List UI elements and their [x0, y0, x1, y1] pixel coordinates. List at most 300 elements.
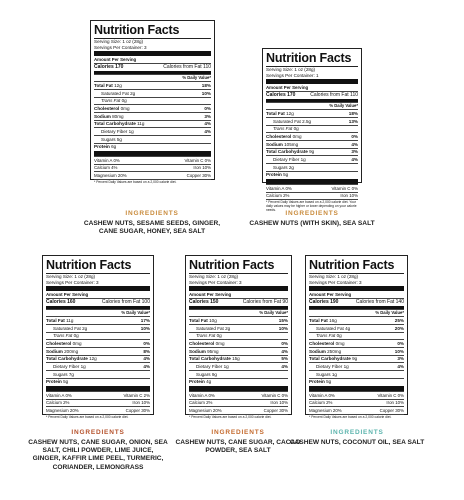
- sodium-row: [94, 112, 211, 120]
- saturated-fat-amount: 2.5g: [302, 118, 312, 124]
- sodium-row: [266, 140, 358, 148]
- total-carbohydrate-row-amount: 15g: [232, 356, 240, 362]
- total-carbohydrate-row-dv: 5%: [281, 356, 288, 362]
- cholesterol-row-left: [309, 341, 345, 346]
- sodium-row-amount: 105mg: [284, 141, 299, 147]
- cholesterol-row-left: [46, 341, 82, 346]
- minerals-row: [309, 399, 404, 406]
- sodium-row-label: Sodium: [309, 348, 326, 354]
- saturated-fat-row: [46, 324, 150, 332]
- cholesterol-row-amount: 0mg: [120, 105, 130, 111]
- daily-value-footnote: * Percent Daily Values are based on a 2,000 calorie diet. Your daily values may be higher or lower depending on your calorie needs.: [266, 200, 357, 213]
- sodium-row-dv: 4%: [351, 141, 358, 147]
- calories: Calories 150: [189, 298, 219, 305]
- saturated-fat-left: [273, 119, 311, 124]
- daily-value-footnote: * Percent Daily Values are based on a 2,000 calorie diet.: [309, 414, 404, 420]
- ingredients-heading: INGREDIENTS: [71, 429, 125, 436]
- protein-row-amount: 6g: [111, 144, 117, 150]
- saturated-fat-dv: 10%: [140, 325, 150, 331]
- total-carbohydrate-row-dv: 3%: [351, 149, 358, 155]
- dietary-fiber-label: Dietary Fiber: [196, 363, 223, 369]
- protein-row: [266, 171, 358, 179]
- sodium-row-dv: 3%: [204, 113, 211, 119]
- copper: Copper 30%: [186, 172, 211, 178]
- servings-per-container: Servings Per Container: 3: [94, 44, 147, 50]
- amount-per-serving: Amount Per Serving: [189, 291, 232, 297]
- nutrition-facts-title: Nutrition Facts: [189, 258, 288, 274]
- daily-value-header-row: [94, 74, 211, 81]
- saturated-fat-row: [266, 117, 358, 125]
- amount-per-serving: Amount Per Serving: [46, 291, 89, 297]
- sodium-row-dv: 8%: [143, 348, 150, 354]
- nutrition-facts-panel: [185, 255, 292, 419]
- saturated-fat-left: [101, 91, 135, 96]
- daily-value-header-row: [266, 102, 358, 109]
- trans-fat-row: [266, 125, 358, 133]
- trans-fat-row: [94, 97, 211, 105]
- nutrition-facts-panel: [42, 255, 154, 419]
- nutrition-facts-panel: [90, 20, 215, 184]
- copper: Copper 30%: [125, 407, 150, 413]
- total-carbohydrate-row-dv: 4%: [204, 121, 211, 127]
- nutrition-facts-title: Nutrition Facts: [266, 51, 358, 67]
- ingredients-heading: INGREDIENTS: [125, 210, 179, 217]
- sodium-row: [309, 347, 404, 355]
- sodium-row-dv: 4%: [281, 348, 288, 354]
- ingredients-list: CASHEW NUTS, SESAME SEEDS, GINGER, CANE SUGAR, HONEY, SEA SALT: [83, 220, 221, 236]
- iron: Iron 10%: [386, 400, 404, 406]
- saturated-fat-dv: 13%: [348, 118, 358, 124]
- minerals-row: [46, 399, 150, 406]
- trans-fat-amount: 0g: [293, 126, 299, 132]
- cholesterol-row-dv: 0%: [281, 340, 288, 346]
- daily-value-header: % Daily Value*: [182, 74, 211, 80]
- cholesterol-row-left: [189, 341, 225, 346]
- serving-size: Serving Size: 1 oz (28g): [94, 39, 144, 45]
- dietary-fiber-left: [196, 364, 229, 369]
- trans-fat-left: [196, 333, 222, 338]
- daily-value-header: % Daily Value*: [375, 309, 404, 315]
- dietary-fiber-row: [46, 362, 150, 370]
- vitamin-c: Vitamin C 0%: [377, 392, 404, 398]
- dietary-fiber-label: Dietary Fiber: [101, 128, 128, 134]
- dietary-fiber-amount: 1g: [343, 363, 349, 369]
- total-fat-row-dv: 18%: [201, 83, 211, 89]
- total-carbohydrate-row-label: Total Carbohydrate: [189, 356, 231, 362]
- protein-row-left: [46, 379, 68, 384]
- copper: Copper 30%: [379, 407, 404, 413]
- saturated-fat-label: Saturated Fat: [316, 325, 344, 331]
- total-carbohydrate-row-dv: 3%: [397, 356, 404, 362]
- calories-row: [266, 91, 358, 99]
- saturated-fat-left: [53, 326, 87, 331]
- sodium-row: [46, 347, 150, 355]
- total-fat-row: [189, 316, 288, 324]
- protein-row-label: Protein: [46, 379, 62, 385]
- total-fat-row-dv: 17%: [140, 318, 150, 324]
- protein-row-amount: 4g: [206, 379, 212, 385]
- protein-row: [94, 143, 211, 151]
- trans-fat-label: Trans Fat: [101, 98, 121, 104]
- protein-row-amount: 5g: [283, 172, 289, 178]
- total-fat-row-amount: 11g: [66, 318, 74, 324]
- dietary-fiber-amount: 1g: [128, 128, 134, 134]
- trans-fat-row: [309, 332, 404, 340]
- sodium-row-left: [309, 349, 341, 354]
- sugars-amount: 2g: [288, 164, 294, 170]
- magnesium: Magnesium 20%: [309, 407, 342, 413]
- dietary-fiber-left: [53, 364, 86, 369]
- sugars-amount: 5g: [116, 136, 122, 142]
- calcium: Calcium 2%: [309, 400, 333, 406]
- dietary-fiber-row: [266, 155, 358, 163]
- total-carbohydrate-row-amount: 9g: [352, 356, 358, 362]
- daily-value-header-row: [46, 309, 150, 316]
- total-fat-row-amount: 10g: [209, 318, 217, 324]
- servings-per-container: Servings Per Container: 3: [46, 279, 99, 285]
- daily-value-header-row: [189, 309, 288, 316]
- saturated-fat-row: [94, 89, 211, 97]
- trans-fat-row: [189, 332, 288, 340]
- ingredients-list: CASHEW NUTS (WITH SKIN), SEA SALT: [249, 220, 375, 227]
- iron: Iron 10%: [340, 193, 358, 199]
- protein-row-label: Protein: [309, 379, 325, 385]
- sodium-row-left: [189, 349, 219, 354]
- vitamin-c: Vitamin C 2%: [123, 392, 150, 398]
- total-fat-row-left: [266, 111, 294, 116]
- total-fat-row-left: [94, 83, 122, 88]
- protein-row-left: [189, 379, 211, 384]
- serving-size: Serving Size: 1 oz (28g): [309, 274, 359, 280]
- sugars-row: [189, 370, 288, 378]
- total-fat-row-dv: 18%: [348, 111, 358, 117]
- trans-fat-label: Trans Fat: [316, 333, 336, 339]
- trans-fat-label: Trans Fat: [53, 333, 73, 339]
- dietary-fiber-dv: 4%: [281, 363, 288, 369]
- cholesterol-row: [94, 104, 211, 112]
- saturated-fat-label: Saturated Fat: [53, 325, 81, 331]
- sugars-row: [309, 370, 404, 378]
- cholesterol-row-label: Cholesterol: [309, 340, 335, 346]
- ingredients-heading: INGREDIENTS: [211, 429, 265, 436]
- vitamins-row: [309, 391, 404, 398]
- total-carbohydrate-row: [94, 120, 211, 128]
- amount-per-serving: Amount Per Serving: [94, 56, 137, 62]
- trace-minerals-row: [309, 406, 404, 413]
- sugars-amount: 9g: [211, 371, 217, 377]
- ingredients-list: CASHEW NUTS, CANE SUGAR, ONION, SEA SALT, CHILI POWDER, LIME JUICE, GINGER, KAFFIR LIME PEEL, TURMERIC, CORIANDER, LEMONGRASS: [28, 439, 168, 471]
- cholesterol-row: [46, 339, 150, 347]
- sugars-row: [46, 370, 150, 378]
- dietary-fiber-left: [316, 364, 349, 369]
- trace-minerals-row: [189, 406, 288, 413]
- daily-value-footnote: * Percent Daily Values are based on a 2,000 calorie diet.: [94, 179, 211, 185]
- sugars-amount: 1g: [331, 371, 337, 377]
- saturated-fat-amount: 2g: [225, 325, 231, 331]
- total-fat-row: [266, 109, 358, 117]
- dietary-fiber-label: Dietary Fiber: [53, 363, 80, 369]
- magnesium: Magnesium 20%: [94, 172, 127, 178]
- sodium-row-label: Sodium: [46, 348, 63, 354]
- calories-from-fat: Calories from Fat 110: [310, 91, 358, 98]
- vitamin-a: Vitamin A 0%: [189, 392, 215, 398]
- sugars-label: Sugars: [196, 371, 211, 377]
- vitamin-a: Vitamin A 0%: [46, 392, 72, 398]
- total-fat-row: [309, 316, 404, 324]
- total-fat-row-label: Total Fat: [46, 318, 65, 324]
- saturated-fat-amount: 4g: [345, 325, 351, 331]
- trans-fat-left: [273, 126, 299, 131]
- calories: Calories 170: [94, 63, 124, 70]
- sodium-row-label: Sodium: [94, 113, 111, 119]
- saturated-fat-label: Saturated Fat: [101, 90, 129, 96]
- cholesterol-row: [266, 132, 358, 140]
- ingredients-list: CASHEW NUTS, COCONUT OIL, SEA SALT: [289, 439, 425, 446]
- sugars-label: Sugars: [316, 371, 331, 377]
- vitamins-row: [189, 391, 288, 398]
- total-fat-row-amount: 16g: [329, 318, 337, 324]
- sugars-label: Sugars: [273, 164, 288, 170]
- dietary-fiber-row: [94, 127, 211, 135]
- cholesterol-row: [189, 339, 288, 347]
- trace-minerals-row: [94, 171, 211, 178]
- dietary-fiber-dv: 4%: [204, 128, 211, 134]
- total-fat-row-label: Total Fat: [189, 318, 208, 324]
- minerals-row: [266, 192, 358, 199]
- sugars-row: [94, 135, 211, 143]
- daily-value-footnote: * Percent Daily Values are based on a 2,000 calorie diet.: [189, 414, 288, 420]
- total-fat-row-label: Total Fat: [266, 111, 285, 117]
- total-carbohydrate-row-label: Total Carbohydrate: [94, 121, 136, 127]
- dietary-fiber-amount: 1g: [80, 363, 86, 369]
- protein-row-left: [266, 172, 288, 177]
- calories-from-fat: Calories from Fat 90: [242, 298, 288, 305]
- cholesterol-row-label: Cholesterol: [266, 133, 292, 139]
- total-carbohydrate-row: [266, 148, 358, 156]
- vitamin-a: Vitamin A 0%: [94, 157, 120, 163]
- saturated-fat-amount: 2g: [130, 90, 136, 96]
- total-fat-row-label: Total Fat: [94, 83, 113, 89]
- total-carbohydrate-row-amount: 12g: [89, 356, 97, 362]
- saturated-fat-dv: 10%: [201, 90, 211, 96]
- trace-minerals-row: [46, 406, 150, 413]
- sugars-left: [273, 165, 294, 170]
- saturated-fat-dv: 20%: [394, 325, 404, 331]
- cholesterol-row-label: Cholesterol: [46, 340, 72, 346]
- minerals-row: [94, 164, 211, 171]
- cholesterol-row-amount: 0mg: [72, 340, 82, 346]
- saturated-fat-row: [309, 324, 404, 332]
- protein-row-left: [309, 379, 331, 384]
- cholesterol-row-amount: 0mg: [335, 340, 345, 346]
- total-fat-row-dv: 25%: [394, 318, 404, 324]
- magnesium: Magnesium 20%: [46, 407, 79, 413]
- dietary-fiber-left: [101, 129, 134, 134]
- cholesterol-row-dv: 0%: [351, 133, 358, 139]
- vitamins-row: [46, 391, 150, 398]
- sodium-row: [189, 347, 288, 355]
- total-fat-row-left: [309, 318, 337, 323]
- dietary-fiber-label: Dietary Fiber: [316, 363, 343, 369]
- serving-size: Serving Size: 1 oz (28g): [46, 274, 96, 280]
- cholesterol-row-label: Cholesterol: [94, 105, 120, 111]
- total-fat-row: [46, 316, 150, 324]
- dietary-fiber-dv: 4%: [351, 156, 358, 162]
- serving-size: Serving Size: 1 oz (28g): [189, 274, 239, 280]
- servings-per-container: Servings Per Container: 3: [309, 279, 362, 285]
- cholesterol-row-amount: 0mg: [215, 340, 225, 346]
- dietary-fiber-amount: 1g: [300, 156, 306, 162]
- dietary-fiber-row: [189, 362, 288, 370]
- calcium: Calcium 2%: [266, 193, 290, 199]
- trans-fat-amount: 0g: [336, 333, 342, 339]
- total-fat-row-label: Total Fat: [309, 318, 328, 324]
- saturated-fat-label: Saturated Fat: [196, 325, 224, 331]
- protein-row-left: [94, 144, 116, 149]
- sodium-row-dv: 10%: [394, 348, 404, 354]
- total-fat-row-left: [189, 318, 217, 323]
- total-carbohydrate-row-left: [266, 149, 314, 154]
- sodium-row-left: [94, 114, 124, 119]
- vitamins-row: [266, 184, 358, 191]
- sugars-amount: 7g: [68, 371, 74, 377]
- calcium: Calcium 4%: [94, 165, 118, 171]
- total-carbohydrate-row-left: [189, 356, 240, 361]
- dietary-fiber-dv: 4%: [397, 363, 404, 369]
- calories-row: [189, 298, 288, 306]
- cholesterol-row-amount: 0mg: [292, 133, 302, 139]
- total-carbohydrate-row-label: Total Carbohydrate: [266, 149, 308, 155]
- sugars-left: [316, 372, 337, 377]
- total-fat-row-amount: 12g: [114, 83, 122, 89]
- minerals-row: [189, 399, 288, 406]
- dietary-fiber-dv: 4%: [143, 363, 150, 369]
- trans-fat-amount: 0g: [73, 333, 79, 339]
- cholesterol-row-left: [266, 134, 302, 139]
- daily-value-header: % Daily Value*: [329, 102, 358, 108]
- trans-fat-left: [53, 333, 79, 338]
- total-fat-row-left: [46, 318, 73, 323]
- copper: Copper 30%: [263, 407, 288, 413]
- nutrition-facts-title: Nutrition Facts: [94, 23, 211, 39]
- sodium-row-left: [46, 349, 78, 354]
- calcium: Calcium 2%: [189, 400, 213, 406]
- total-carbohydrate-row-amount: 9g: [309, 149, 315, 155]
- calories-from-fat: Calories from Fat 100: [101, 298, 150, 305]
- total-carbohydrate-row-amount: 11g: [137, 121, 145, 127]
- sodium-row-amount: 200mg: [64, 348, 79, 354]
- sodium-row-left: [266, 142, 298, 147]
- saturated-fat-left: [316, 326, 350, 331]
- vitamins-row: [94, 156, 211, 163]
- total-carbohydrate-row: [189, 355, 288, 363]
- cholesterol-row: [309, 339, 404, 347]
- sugars-left: [196, 372, 217, 377]
- cholesterol-row-dv: 0%: [397, 340, 404, 346]
- trans-fat-amount: 0g: [121, 98, 127, 104]
- protein-row-amount: 5g: [63, 379, 69, 385]
- cholesterol-row-dv: 0%: [204, 105, 211, 111]
- sodium-row-label: Sodium: [266, 141, 283, 147]
- sodium-row-label: Sodium: [189, 348, 206, 354]
- daily-value-footnote: * Percent Daily Values are based on a 2,000 calorie diet.: [46, 414, 150, 420]
- total-fat-row-amount: 12g: [286, 111, 294, 117]
- total-fat-row-dv: 15%: [278, 318, 288, 324]
- iron: Iron 10%: [270, 400, 288, 406]
- sugars-label: Sugars: [53, 371, 68, 377]
- protein-row: [309, 378, 404, 386]
- servings-per-container: Servings Per Container: 3: [189, 279, 242, 285]
- ingredients-list: CASHEW NUTS, CANE SUGAR, CACAO POWDER, SEA SALT: [175, 439, 301, 455]
- vitamin-c: Vitamin C 0%: [261, 392, 288, 398]
- iron: Iron 10%: [193, 165, 211, 171]
- vitamin-a: Vitamin A 0%: [266, 185, 292, 191]
- saturated-fat-row: [189, 324, 288, 332]
- sugars-left: [53, 372, 74, 377]
- total-carbohydrate-row-dv: 4%: [143, 356, 150, 362]
- calories-row: [94, 63, 211, 71]
- cholesterol-row-left: [94, 106, 130, 111]
- calories-from-fat: Calories from Fat 110: [163, 63, 211, 70]
- vitamin-c: Vitamin C 0%: [331, 185, 358, 191]
- calories: Calories 190: [309, 298, 339, 305]
- iron: Iron 10%: [132, 400, 150, 406]
- dietary-fiber-left: [273, 157, 306, 162]
- sodium-row-amount: 250mg: [327, 348, 342, 354]
- calories-from-fat: Calories from Fat 140: [355, 298, 404, 305]
- protein-row: [46, 378, 150, 386]
- calories-row: [46, 298, 150, 306]
- total-carbohydrate-row: [46, 355, 150, 363]
- cholesterol-row-dv: 0%: [143, 340, 150, 346]
- amount-per-serving: Amount Per Serving: [309, 291, 352, 297]
- trans-fat-label: Trans Fat: [273, 126, 293, 132]
- nutrition-facts-title: Nutrition Facts: [309, 258, 404, 274]
- trans-fat-amount: 0g: [216, 333, 222, 339]
- vitamin-a: Vitamin A 0%: [309, 392, 335, 398]
- cholesterol-row-label: Cholesterol: [189, 340, 215, 346]
- total-carbohydrate-row: [309, 355, 404, 363]
- trans-fat-label: Trans Fat: [196, 333, 216, 339]
- protein-row-label: Protein: [189, 379, 205, 385]
- protein-row: [189, 378, 288, 386]
- magnesium: Magnesium 20%: [189, 407, 222, 413]
- total-carbohydrate-row-left: [94, 121, 144, 126]
- vitamin-c: Vitamin C 0%: [184, 157, 211, 163]
- total-carbohydrate-row-left: [46, 356, 97, 361]
- calories: Calories 170: [266, 91, 296, 98]
- ingredients-heading: INGREDIENTS: [285, 210, 339, 217]
- trans-fat-left: [316, 333, 342, 338]
- protein-row-label: Protein: [266, 172, 282, 178]
- protein-row-label: Protein: [94, 144, 110, 150]
- nutrition-facts-panel: [262, 48, 362, 213]
- daily-value-header: % Daily Value*: [121, 309, 150, 315]
- saturated-fat-amount: 2g: [82, 325, 88, 331]
- sodium-row-amount: 80mg: [112, 113, 124, 119]
- sugars-left: [101, 137, 122, 142]
- ingredients-heading: INGREDIENTS: [330, 429, 384, 436]
- sodium-row-amount: 95mg: [207, 348, 219, 354]
- sugars-row: [266, 163, 358, 171]
- serving-size: Serving Size: 1 oz (28g): [266, 67, 316, 73]
- dietary-fiber-label: Dietary Fiber: [273, 156, 300, 162]
- calories: Calories 160: [46, 298, 76, 305]
- amount-per-serving: Amount Per Serving: [266, 84, 309, 90]
- nutrition-facts-panel: [305, 255, 408, 419]
- total-carbohydrate-row-left: [309, 356, 357, 361]
- trans-fat-row: [46, 332, 150, 340]
